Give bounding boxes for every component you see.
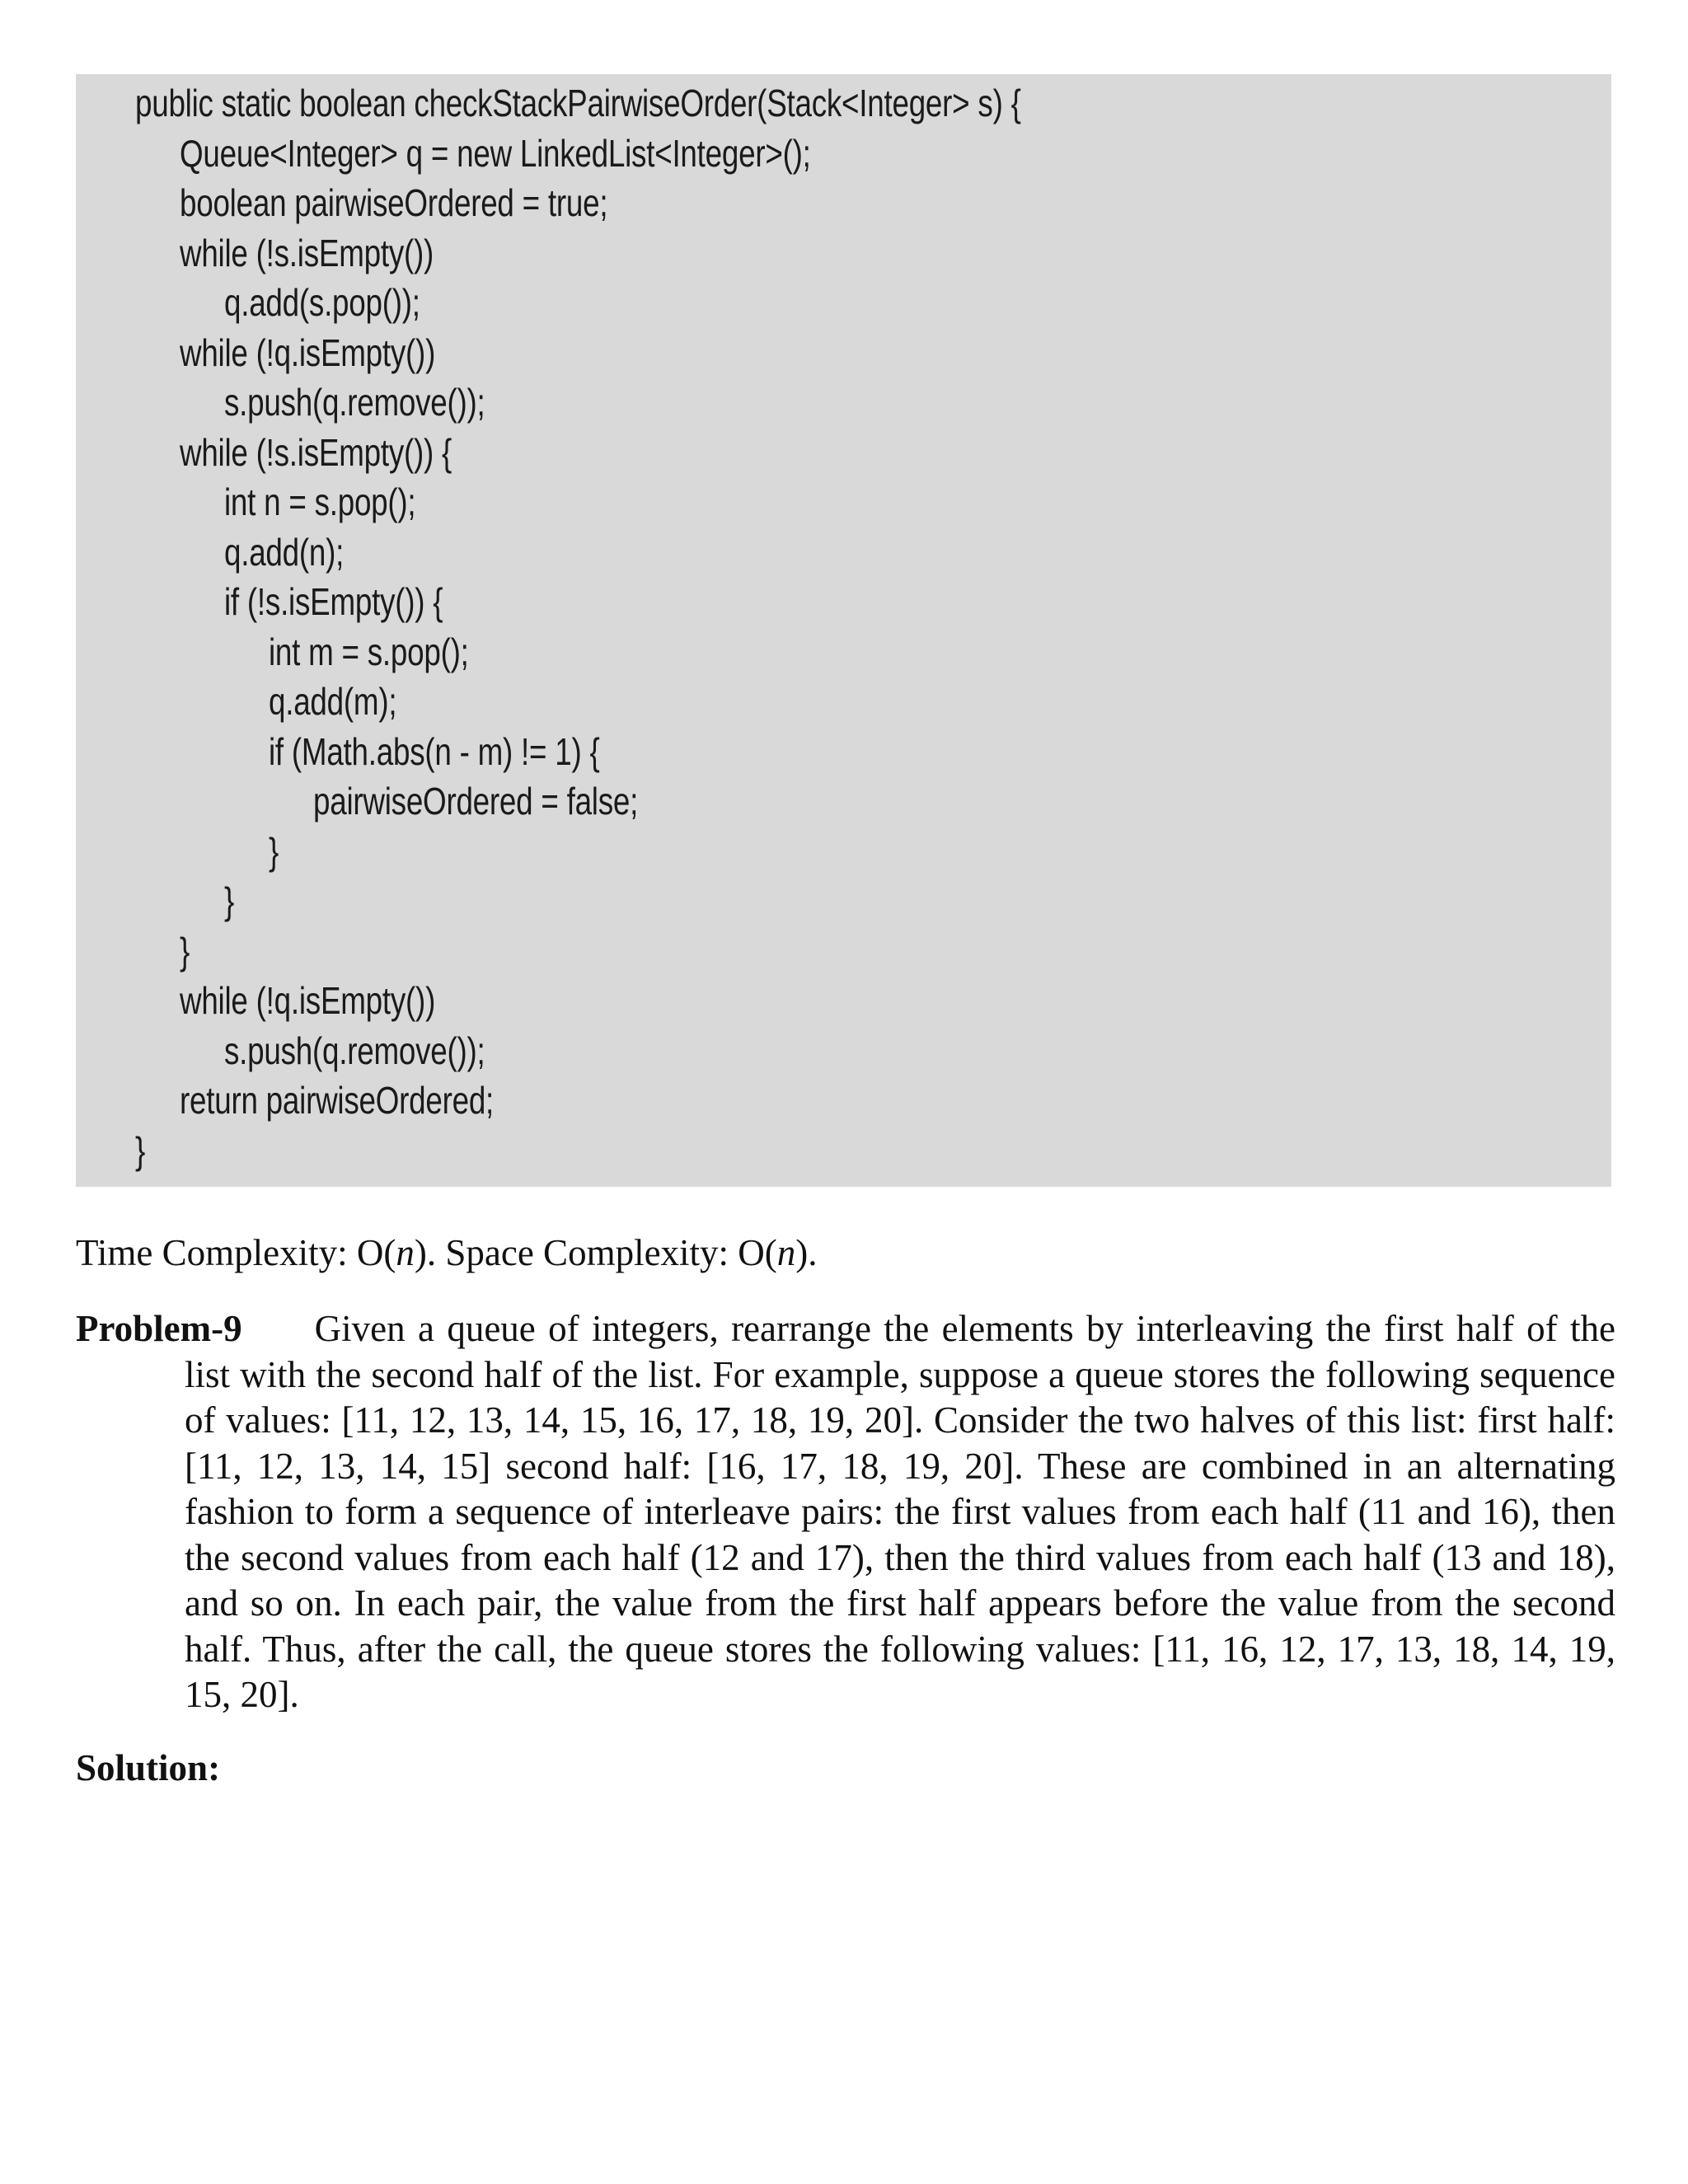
code-line: } <box>180 929 190 972</box>
solution-label: Solution: <box>76 1747 221 1788</box>
code-line: public static boolean checkStackPairwiseOrder(Stack<Integer> s) { <box>135 82 1021 124</box>
space-complexity-suffix: ). <box>795 1232 818 1273</box>
code-line: while (!q.isEmpty()) <box>180 330 436 374</box>
space-complexity-prefix: ). Space Complexity: O( <box>414 1232 777 1273</box>
code-line: s.push(q.remove()); <box>224 1029 485 1072</box>
code-line: } <box>224 879 235 922</box>
time-complexity-prefix: Time Complexity: O( <box>76 1232 396 1273</box>
code-line: while (!s.isEmpty()) { <box>180 430 452 474</box>
code-line: pairwiseOrdered = false; <box>313 780 639 823</box>
problem-label: Problem-9 <box>76 1308 242 1349</box>
code-line: return pairwiseOrdered; <box>180 1079 495 1122</box>
code-line: q.add(s.pop()); <box>224 281 420 324</box>
code-line: Queue<Integer> q = new LinkedList<Integer>(); <box>180 131 811 175</box>
code-line: boolean pairwiseOrdered = true; <box>180 181 608 224</box>
space-complexity-variable: n <box>776 1232 796 1273</box>
code-line: while (!s.isEmpty()) <box>180 231 434 274</box>
code-line: int n = s.pop(); <box>224 480 416 523</box>
code-line: } <box>135 1128 146 1172</box>
complexity-statement <box>76 1228 818 1277</box>
time-complexity-variable: n <box>396 1232 415 1273</box>
code-line: q.add(m); <box>269 680 397 723</box>
code-line: q.add(n); <box>224 530 345 574</box>
code-line: while (!q.isEmpty()) <box>180 979 436 1022</box>
code-line: } <box>269 829 279 873</box>
problem-statement <box>76 1306 1615 1718</box>
code-listing <box>76 74 1611 1187</box>
code-line: int m = s.pop(); <box>269 630 469 673</box>
code-line: if (!s.isEmpty()) { <box>224 580 443 623</box>
code-line: s.push(q.remove()); <box>224 381 485 424</box>
problem-text: Given a queue of integers, rearrange the elements by interleaving the first half of the list with the second half of the list. For example, suppose a queue stores the following sequence of values: [11, 12, 13, 14, 15, 16, 17, 18, 19, 20]. Consider the two halves of this list: first half: [11, 12, 13, 14, 15] second half: [16, 17, 18, 19, 20]. These are combined in an alternating fashion to form a sequence of interleave pairs: the first values from each half (11 and 16), then the second values from each half (12 and 17), then the third values from each half (13 and 18), and so on. In each pair, the value from the first half appears before the value from the second half. Thus, after the call, the queue stores the following values: [11, 16, 12, 17, 13, 18, 14, 19, 15, 20]. <box>185 1308 1615 1715</box>
code-line: if (Math.abs(n - m) != 1) { <box>269 729 600 773</box>
